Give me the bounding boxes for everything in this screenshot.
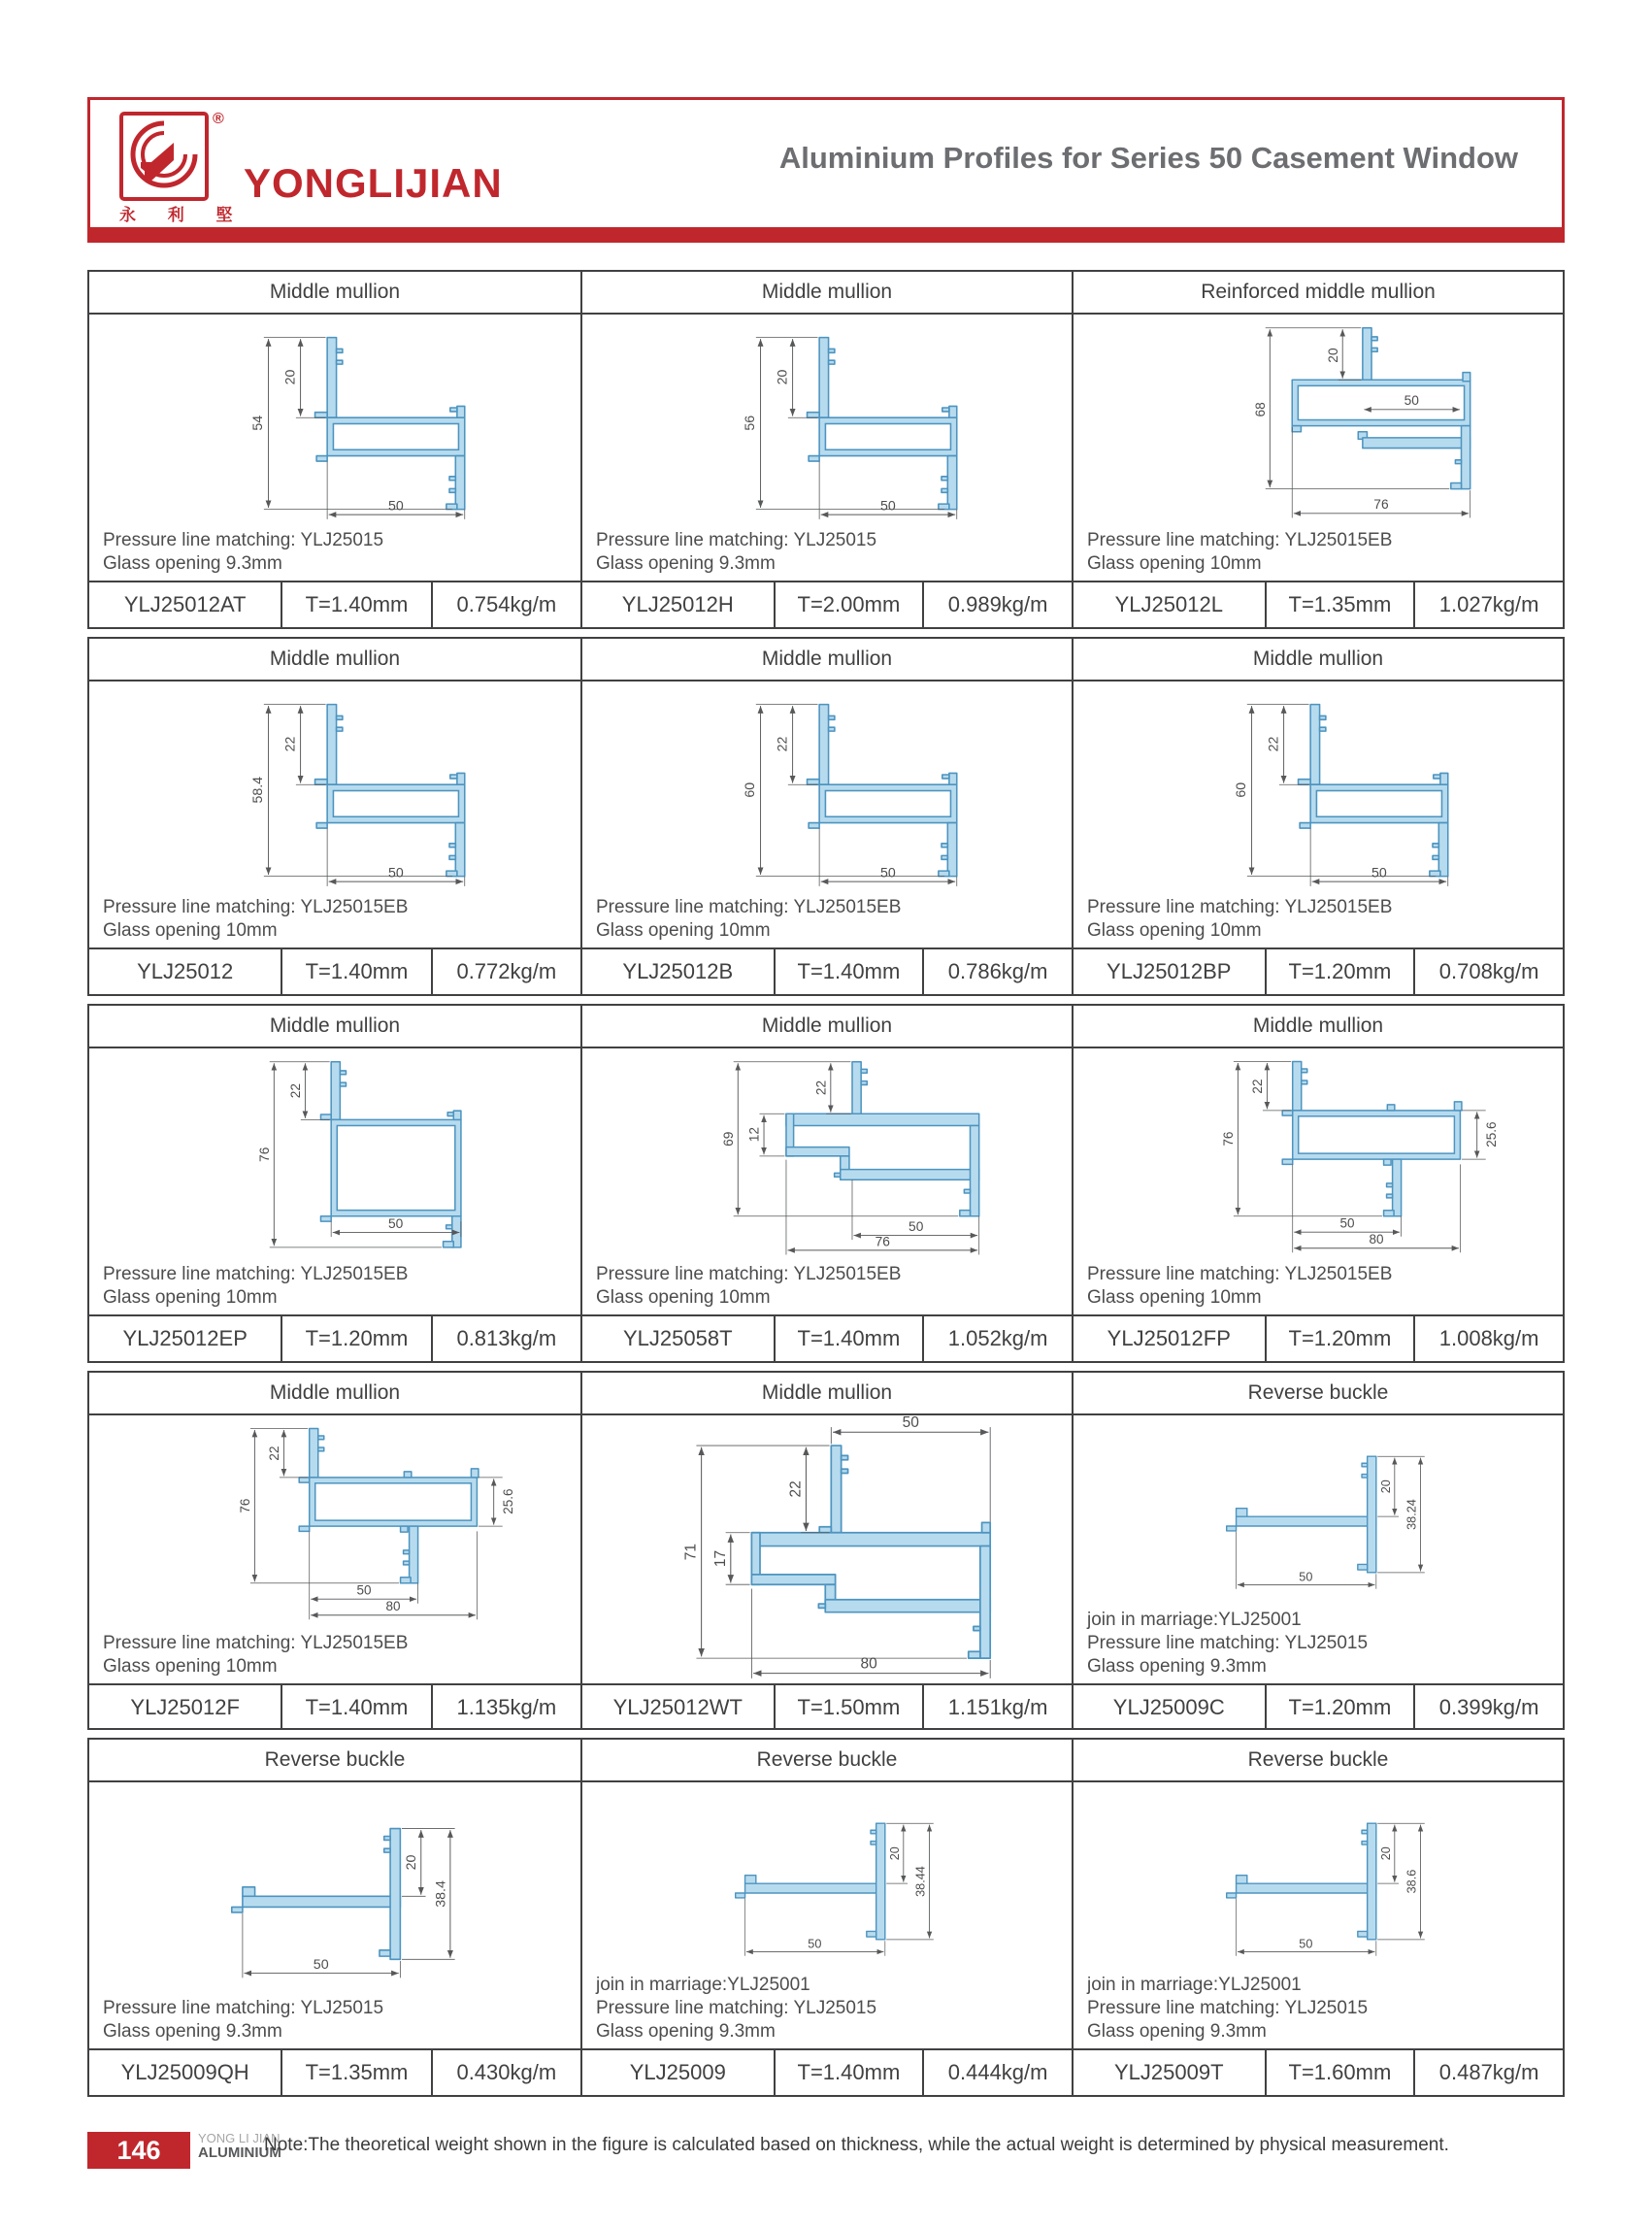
weight: 1.008kg/m [1413, 1316, 1563, 1361]
note-line: join in marriage:YLJ25001 [596, 1975, 810, 1995]
footer-brand-top: YONG LI JIAN [198, 2131, 281, 2145]
cell-body [1074, 681, 1563, 947]
cell-body [582, 681, 1072, 947]
model-code: YLJ25012H [621, 592, 734, 616]
profile-cell [89, 1740, 580, 2095]
thickness: T=1.35mm [1265, 582, 1414, 627]
dimension-label: 20 [1325, 348, 1340, 363]
note-line: Glass opening 9.3mm [1087, 1656, 1267, 1677]
profile-cell [580, 1740, 1072, 2095]
cell-title: Reverse buckle [1074, 1740, 1563, 1782]
cell-notes [1087, 896, 1392, 943]
profile-drawing [1074, 681, 1563, 889]
model-row [582, 1683, 1072, 1730]
note-line: Pressure line matching: YLJ25015EB [103, 897, 409, 917]
model-row [582, 947, 1072, 994]
note-line: Pressure line matching: YLJ25015EB [596, 1264, 902, 1284]
cell-title: Middle mullion [1074, 1006, 1563, 1048]
profile-cell [89, 1373, 580, 1730]
thickness: T=1.50mm [774, 1685, 923, 1730]
profile-cell [1072, 1740, 1563, 2095]
profile-drawing [1074, 1782, 1563, 1967]
model-code: YLJ25009 [629, 2060, 726, 2084]
thickness: T=2.00mm [774, 582, 923, 627]
dimension-label: 80 [860, 1655, 877, 1673]
cell-notes [103, 896, 408, 943]
dimension-label: 56 [743, 415, 759, 431]
cell-title: Middle mullion [582, 1006, 1072, 1048]
footer-note: Note:The theoretical weight shown in the figure is calculated based on thickness, while the actual weight is determined by physical measurement. [264, 2135, 1449, 2155]
cell-body [89, 1048, 580, 1314]
weight: 0.708kg/m [1413, 949, 1563, 994]
profile-drawing [582, 681, 1072, 889]
dimension-label: 20 [282, 369, 299, 385]
profile-cell [89, 272, 580, 627]
dimension-label: 60 [743, 781, 759, 798]
cell-title: Middle mullion [582, 272, 1072, 315]
note-line: Glass opening 10mm [1087, 1287, 1262, 1308]
note-line: Pressure line matching: YLJ25015 [596, 530, 877, 550]
dimension-label: 50 [1404, 393, 1419, 409]
dimension-label: 50 [313, 1956, 329, 1973]
model-code: YLJ25058T [623, 1326, 733, 1350]
thickness: T=1.40mm [774, 2050, 923, 2095]
profile-cell [580, 272, 1072, 627]
dimension-label: 50 [388, 498, 404, 515]
dimension-label: 50 [388, 865, 404, 881]
thickness: T=1.20mm [1265, 1685, 1414, 1730]
cell-body [582, 1782, 1072, 2048]
weight: 0.813kg/m [431, 1316, 580, 1361]
dimension-label: 25.6 [501, 1488, 516, 1514]
dimension-label: 68 [1252, 402, 1268, 417]
cell-notes [1087, 529, 1392, 576]
profile-drawing [582, 1415, 1072, 1683]
note-line: Pressure line matching: YLJ25015EB [1087, 530, 1393, 550]
cell-title: Middle mullion [89, 272, 580, 315]
model-row [1074, 2048, 1563, 2095]
note-line: Glass opening 9.3mm [596, 2021, 776, 2042]
dimension-label: 20 [1378, 1479, 1393, 1494]
page-header [87, 97, 1565, 243]
dimension-label: 50 [909, 1219, 924, 1235]
note-line: Pressure line matching: YLJ25015EB [103, 1264, 409, 1284]
model-code: YLJ25012WT [612, 1695, 743, 1719]
model-row [1074, 1683, 1563, 1730]
profile-cell [580, 1006, 1072, 1361]
dimension-label: 50 [1299, 1937, 1313, 1951]
thickness: T=1.20mm [1265, 1316, 1414, 1361]
model-row [1074, 947, 1563, 994]
dimension-label: 60 [1234, 781, 1250, 798]
dimension-label: 76 [256, 1147, 272, 1162]
model-code: YLJ25009C [1112, 1695, 1225, 1719]
model-row [89, 2048, 580, 2095]
cell-body [582, 1415, 1072, 1683]
model-row [1074, 1314, 1563, 1361]
cell-notes [596, 529, 876, 576]
model-code: YLJ25012AT [123, 592, 247, 616]
dimension-label: 22 [267, 1446, 282, 1461]
profile-cell [89, 639, 580, 994]
dimension-label: 38.44 [913, 1866, 928, 1897]
registered-mark: ® [213, 111, 224, 127]
cell-title: Middle mullion [582, 1373, 1072, 1415]
thickness: T=1.20mm [1265, 949, 1414, 994]
weight: 1.052kg/m [922, 1316, 1072, 1361]
cell-title: Middle mullion [89, 1373, 580, 1415]
profile-drawing [89, 1415, 580, 1623]
cell-body [89, 1782, 580, 2048]
model-row [1074, 581, 1563, 627]
dimension-label: 17 [711, 1549, 729, 1568]
model-code: YLJ25012F [130, 1695, 240, 1719]
dimension-label: 50 [388, 1215, 404, 1231]
model-code: YLJ25012BP [1107, 959, 1232, 983]
note-line: Glass opening 10mm [596, 920, 771, 941]
dimension-label: 50 [808, 1937, 822, 1951]
grid-row-2 [87, 637, 1565, 996]
model-code: YLJ25012B [622, 959, 734, 983]
profile-drawing [582, 1782, 1072, 1967]
model-row [89, 1314, 580, 1361]
weight: 1.135kg/m [431, 1685, 580, 1730]
dimension-label: 38.4 [433, 1880, 449, 1908]
cell-body [1074, 1782, 1563, 2048]
dimension-label: 38.24 [1404, 1499, 1419, 1530]
dimension-label: 50 [1371, 865, 1387, 881]
dimension-label: 50 [356, 1582, 372, 1598]
brand-chinese: 永 利 堅 [119, 206, 247, 224]
dimension-label: 54 [250, 415, 267, 431]
model-code: YLJ25012 [137, 959, 234, 983]
cell-notes [1087, 1609, 1368, 1679]
note-line: Glass opening 10mm [1087, 553, 1262, 574]
note-line: Glass opening 9.3mm [103, 2021, 282, 2042]
dimension-label: 20 [887, 1846, 902, 1861]
profile-grid [87, 270, 1565, 2105]
thickness: T=1.20mm [281, 1316, 430, 1361]
note-line: Glass opening 9.3mm [1087, 2021, 1267, 2042]
weight: 1.151kg/m [922, 1685, 1072, 1730]
note-line: Pressure line matching: YLJ25015 [103, 530, 384, 550]
cell-title: Middle mullion [582, 639, 1072, 681]
cell-notes [103, 1263, 408, 1310]
cell-notes [1087, 1974, 1368, 2044]
weight: 0.444kg/m [922, 2050, 1072, 2095]
profile-drawing [89, 1782, 580, 1990]
model-row [582, 1314, 1072, 1361]
dimension-label: 76 [238, 1498, 253, 1513]
thickness: T=1.40mm [774, 949, 923, 994]
note-line: Pressure line matching: YLJ25015EB [1087, 897, 1393, 917]
thickness: T=1.40mm [281, 949, 430, 994]
cell-body [89, 1415, 580, 1683]
note-line: Pressure line matching: YLJ25015EB [103, 1633, 409, 1653]
weight: 0.430kg/m [431, 2050, 580, 2095]
model-code: YLJ25009QH [120, 2060, 249, 2084]
dimension-label: 38.6 [1404, 1869, 1419, 1894]
dimension-label: 80 [1369, 1232, 1384, 1247]
dimension-label: 22 [813, 1080, 829, 1096]
note-line: Pressure line matching: YLJ25015 [1087, 1633, 1369, 1653]
profile-drawing [1074, 1048, 1563, 1256]
note-line: Glass opening 10mm [103, 1287, 278, 1308]
model-row [89, 581, 580, 627]
note-line: Pressure line matching: YLJ25015 [103, 1998, 384, 2018]
weight: 1.027kg/m [1413, 582, 1563, 627]
weight: 0.772kg/m [431, 949, 580, 994]
model-row [582, 2048, 1072, 2095]
weight: 0.989kg/m [922, 582, 1072, 627]
dimension-label: 58.4 [250, 776, 267, 804]
profile-drawing [89, 1048, 580, 1256]
profile-cell [580, 1373, 1072, 1730]
weight: 0.399kg/m [1413, 1685, 1563, 1730]
cell-title: Middle mullion [1074, 639, 1563, 681]
thickness: T=1.60mm [1265, 2050, 1414, 2095]
profile-drawing [89, 681, 580, 889]
thickness: T=1.40mm [774, 1316, 923, 1361]
cell-body [1074, 1415, 1563, 1683]
dimension-label: 80 [385, 1599, 401, 1614]
note-line: Glass opening 10mm [1087, 920, 1262, 941]
cell-body [1074, 315, 1563, 581]
dimension-label: 76 [1221, 1131, 1237, 1147]
note-line: Pressure line matching: YLJ25015EB [1087, 1264, 1393, 1284]
profile-drawing [1074, 315, 1563, 522]
note-line: Pressure line matching: YLJ25015 [1087, 1998, 1369, 2018]
dimension-label: 22 [282, 736, 299, 752]
note-line: Glass opening 10mm [596, 1287, 771, 1308]
cell-notes [596, 896, 901, 943]
dimension-label: 50 [1299, 1570, 1313, 1584]
profile-drawing [582, 315, 1072, 522]
dimension-label: 22 [787, 1480, 805, 1498]
note-line: join in marriage:YLJ25001 [1087, 1610, 1302, 1630]
weight: 0.487kg/m [1413, 2050, 1563, 2095]
model-code: YLJ25012FP [1107, 1326, 1231, 1350]
cell-title: Reverse buckle [582, 1740, 1072, 1782]
grid-row-5 [87, 1738, 1565, 2097]
profile-cell [580, 639, 1072, 994]
dimension-label: 25.6 [1484, 1121, 1500, 1147]
grid-row-3 [87, 1004, 1565, 1363]
profile-drawing [1074, 1415, 1563, 1600]
weight: 0.754kg/m [431, 582, 580, 627]
thickness: T=1.40mm [281, 582, 430, 627]
dimension-label: 20 [1378, 1846, 1393, 1861]
cell-title: Middle mullion [89, 1006, 580, 1048]
dimension-label: 69 [720, 1131, 736, 1147]
cell-notes [103, 529, 383, 576]
cell-notes [596, 1974, 876, 2044]
cell-notes [103, 1632, 408, 1679]
cell-title: Reverse buckle [89, 1740, 580, 1782]
profile-cell [1072, 1373, 1563, 1730]
model-code: YLJ25009T [1114, 2060, 1224, 2084]
cell-body [89, 681, 580, 947]
dimension-label: 71 [682, 1543, 700, 1561]
page-title: Aluminium Profiles for Series 50 Casement Window [778, 141, 1518, 175]
note-line: join in marriage:YLJ25001 [1087, 1975, 1302, 1995]
brand-name: YONGLIJIAN [244, 160, 503, 206]
dimension-label: 50 [880, 865, 896, 881]
model-row [89, 1683, 580, 1730]
note-line: Glass opening 9.3mm [596, 553, 776, 574]
cell-title: Middle mullion [89, 639, 580, 681]
model-code: YLJ25012EP [122, 1326, 248, 1350]
grid-row-1 [87, 270, 1565, 629]
note-line: Pressure line matching: YLJ25015EB [596, 897, 902, 917]
cell-notes [596, 1263, 901, 1310]
dimension-label: 50 [880, 498, 896, 515]
note-line: Glass opening 10mm [103, 1656, 278, 1677]
cell-body [1074, 1048, 1563, 1314]
model-row [582, 581, 1072, 627]
dimension-label: 22 [1250, 1079, 1266, 1094]
cell-title: Reverse buckle [1074, 1373, 1563, 1415]
profile-cell [1072, 1006, 1563, 1361]
cell-body [89, 315, 580, 581]
dimension-label: 20 [404, 1854, 420, 1871]
page-number-badge: 146 [87, 2132, 190, 2169]
profile-cell [1072, 639, 1563, 994]
cell-notes [103, 1997, 383, 2044]
thickness: T=1.40mm [281, 1685, 430, 1730]
model-code: YLJ25012L [1114, 592, 1223, 616]
cell-notes [1087, 1263, 1392, 1310]
dimension-label: 50 [902, 1415, 919, 1432]
grid-row-4 [87, 1371, 1565, 1730]
dimension-label: 12 [746, 1127, 762, 1143]
note-line: Glass opening 10mm [103, 920, 278, 941]
profile-drawing [89, 315, 580, 522]
cell-title: Reinforced middle mullion [1074, 272, 1563, 315]
profile-cell [89, 1006, 580, 1361]
profile-drawing [582, 1048, 1072, 1256]
dimension-label: 22 [775, 736, 791, 752]
footer-brand-bottom: ALUMINIUM [198, 2144, 281, 2161]
profile-cell [1072, 272, 1563, 627]
weight: 0.786kg/m [922, 949, 1072, 994]
dimension-label: 22 [288, 1082, 304, 1099]
dimension-label: 22 [1266, 736, 1282, 752]
dimension-label: 20 [775, 369, 791, 385]
header-red-band [90, 227, 1562, 240]
dimension-label: 50 [1339, 1215, 1355, 1231]
dimension-label: 76 [875, 1234, 890, 1249]
note-line: Pressure line matching: YLJ25015 [596, 1998, 877, 2018]
dimension-label: 76 [1373, 497, 1389, 513]
cell-body [582, 315, 1072, 581]
note-line: Glass opening 9.3mm [103, 553, 282, 574]
cell-body [582, 1048, 1072, 1314]
thickness: T=1.35mm [281, 2050, 430, 2095]
model-row [89, 947, 580, 994]
